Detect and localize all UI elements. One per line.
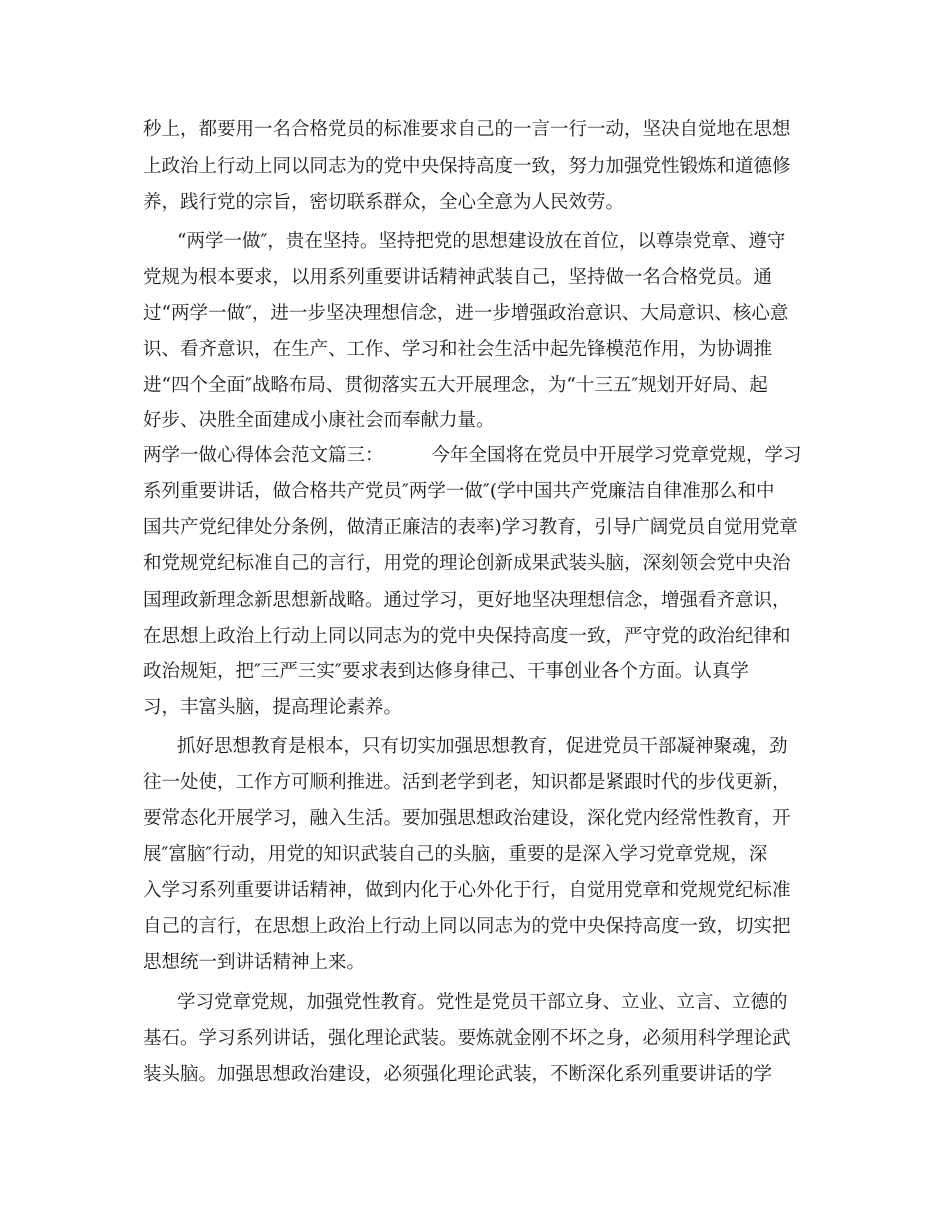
- text-line: “两学一做″，贵在坚持。坚持把党的思想建设放在首位，以尊崇党章、遵守: [177, 231, 786, 252]
- text-span: 今年全国将在党员中开展学习党章党规，学习: [431, 445, 802, 466]
- text-line: 政治规矩，把″三严三实″要求表到达修身律己、干事创业各个方面。认真学: [143, 661, 749, 682]
- text-line: 基石。学习系列讲话，强化理论武装。要炼就金刚不坏之身，必须用科学理论武: [143, 1028, 791, 1049]
- text-line: 秒上，都要用一名合格党员的标准要求自己的一言一行一动，坚决自觉地在思想: [143, 119, 791, 140]
- text-line: 要常态化开展学习，融入生活。要加强思想政治建设，深化党内经常性教育，开: [143, 808, 791, 829]
- text-line: 上政治上行动上同以同志为的党中央保持高度一致，努力加强党性锻炼和道德修: [143, 156, 791, 177]
- text-line: 学习党章党规，加强党性教育。党性是党员干部立身、立业、立言、立德的: [177, 992, 788, 1013]
- text-line: 好步、决胜全面建成小康社会而奉献力量。: [143, 410, 495, 431]
- text-line: 国理政新理念新思想新战略。通过学习，更好地坚决理想信念，增强看齐意识，: [143, 590, 791, 611]
- text-line: 国共产党纪律处分条例，做清正廉洁的表率)学习教育，引导广阔党员自觉用党章: [143, 517, 798, 538]
- section-heading-line: [143, 440, 813, 472]
- text-line: 装头脑。加强思想政治建设，必须强化理论武装，不断深化系列重要讲话的学: [143, 1064, 773, 1085]
- text-line: 和党规党纪标准自己的言行，用党的理论创新成果武装头脑，深刻领会党中央治: [143, 553, 791, 574]
- text-line: 养，践行党的宗旨，密切联系群众，全心全意为人民效劳。: [143, 192, 625, 213]
- text-line: 入学习系列重要讲话精神，做到内化于心外化于行，自觉用党章和党规党纪标准: [143, 880, 791, 901]
- text-line: 思想统一到讲话精神上来。: [143, 952, 366, 973]
- text-line: 抓好思想教育是根本，只有切实加强思想教育，促进党员干部凝神聚魂，劲: [177, 736, 788, 757]
- text-line: 往一处使，工作方可顺利推进。活到老学到老，知识都是紧跟时代的步伐更新，: [143, 772, 791, 793]
- text-line: 过“两学一做″，进一步坚决理想信念，进一步增强政治意识、大局意识、核心意: [143, 303, 789, 324]
- text-line: 进“四个全面″战略布局、贯彻落实五大开展理念，为“十三五″规划开好局、起: [143, 375, 768, 396]
- text-line: 展″富脑″行动，用党的知识武装自己的头脑，重要的是深入学习党章党规，深: [143, 844, 768, 865]
- text-line: 识、看齐意识，在生产、工作、学习和社会生活中起先锋模范作用，为协调推: [143, 339, 773, 360]
- text-line: 党规为根本要求，以用系列重要讲话精神武装自己，坚持做一名合格党员。通: [143, 267, 773, 288]
- text-line: 在思想上政治上行动上同以同志为的党中央保持高度一致，严守党的政治纪律和: [143, 626, 791, 647]
- text-line: 系列重要讲话，做合格共产党员″两学一做″(学中国共产党廉洁自律准那么和中: [143, 481, 775, 502]
- text-line: 习，丰富头脑，提高理论素养。: [143, 697, 403, 718]
- text-line: 自己的言行，在思想上政治上行动上同以同志为的党中央保持高度一致，切实把: [143, 916, 791, 937]
- section-heading: 两学一做心得体会范文篇三：: [143, 445, 384, 466]
